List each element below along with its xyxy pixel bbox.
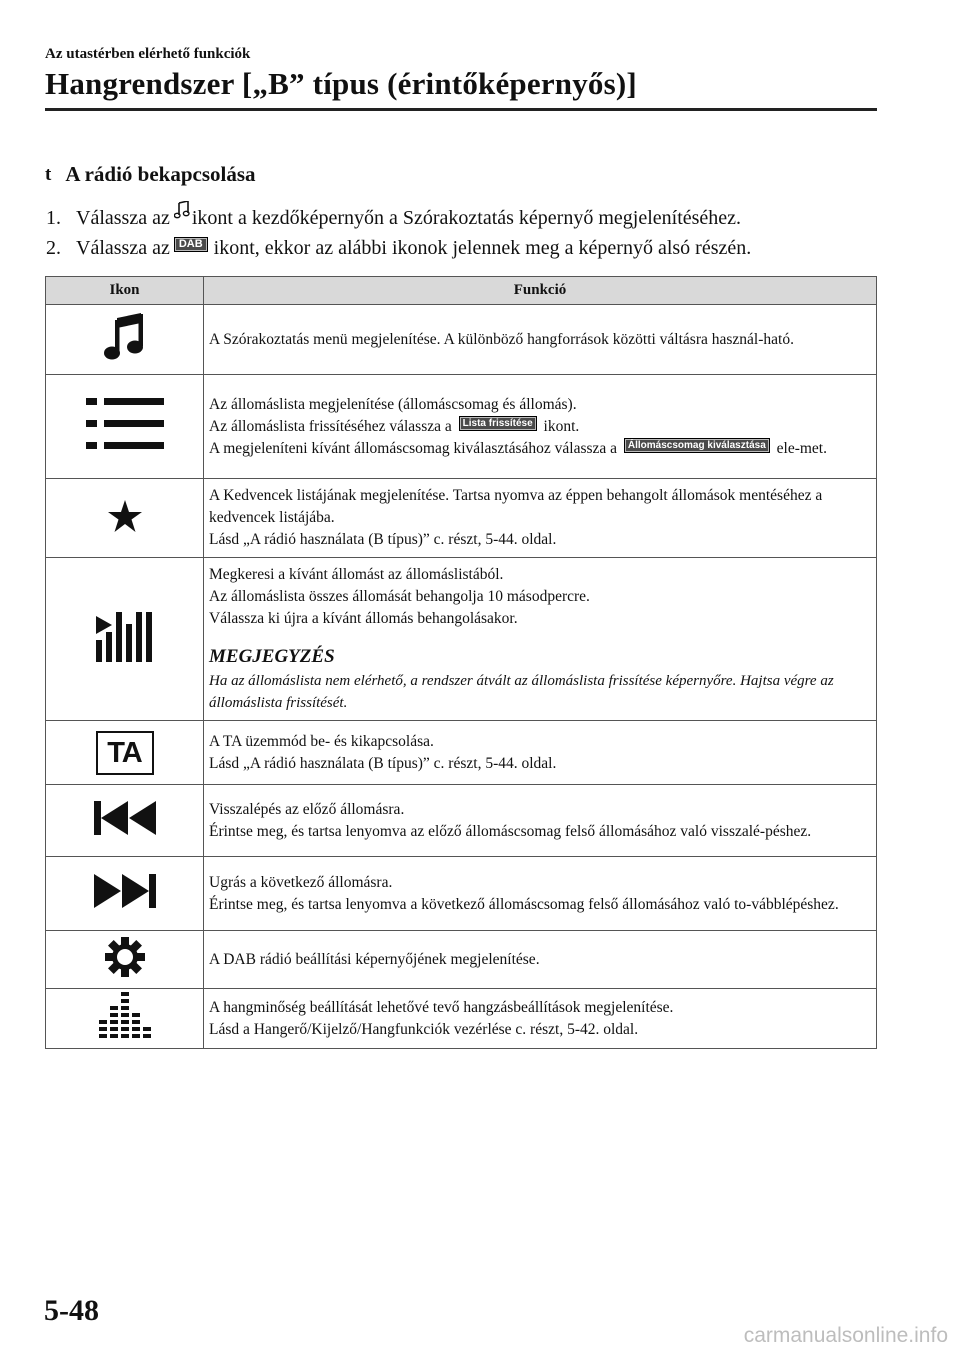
step-text-post: ikont a kezdőképernyőn a Szórakoztatás képernyő megjelenítéséhez.: [191, 207, 742, 229]
ta-icon: TA: [96, 731, 154, 775]
header-icon: Ikon: [46, 277, 204, 305]
function-cell: [204, 558, 877, 721]
step-text-pre: Válassza az: [76, 237, 170, 259]
table-row: [46, 305, 877, 375]
gear-icon: [105, 937, 145, 977]
music-note-icon: [103, 312, 147, 362]
note-text: Ha az állomáslista nem elérhető, a rendszer átvált az állomáslista frissítése képernyőre. Hajtsa végre az állomáslista frissítését.: [209, 673, 834, 711]
list-icon: [86, 398, 164, 450]
steps-list: [46, 203, 751, 263]
dab-button-chip: DAB: [174, 237, 208, 252]
function-text: A TA üzemmód be- és kikapcsolása.: [209, 732, 434, 750]
icon-cell: [46, 989, 204, 1049]
table-row: [46, 375, 877, 479]
table-row: [46, 479, 877, 558]
function-text: Lásd „A rádió használata (B típus)” c. részt, 5-44. oldal.: [209, 754, 557, 772]
ensemble-select-button-chip: Állomáscsomag kiválasztása: [624, 438, 770, 453]
function-text: Lásd „A rádió használata (B típus)” c. részt, 5-44. oldal.: [209, 531, 557, 548]
function-text: Visszalépés az előző állomásra.: [209, 800, 405, 818]
icon-cell: [46, 785, 204, 857]
step-text-post: ikont, ekkor az alábbi ikonok jelennek meg a képernyő alsó részén.: [213, 237, 752, 259]
subsection-title: A rádió bekapcsolása: [65, 162, 256, 186]
table-row: [46, 785, 877, 857]
function-text: Lásd a Hangerő/Kijelző/Hangfunkciók vezérlése c. részt, 5-42. oldal.: [209, 1020, 639, 1038]
function-cell: [204, 931, 877, 989]
icon-cell: [46, 375, 204, 479]
table-header-row: [46, 277, 877, 305]
text-fragment: A megjeleníteni kívánt állomáscsomag kiválasztásához válassza a: [209, 439, 618, 457]
icon-cell: [46, 558, 204, 721]
table-row: [46, 857, 877, 931]
step-number: 2.: [46, 237, 61, 259]
icon-function-table: [45, 276, 877, 1049]
table-row: [46, 989, 877, 1049]
step-number: 1.: [46, 207, 61, 229]
page-title: Hangrendszer [„B” típus (érintőképernyős)]: [45, 66, 637, 101]
function-cell: [204, 721, 877, 785]
table-row: [46, 721, 877, 785]
function-text: Megkeresi a kívánt állomást az állomáslistából.: [209, 566, 504, 583]
table-row: [46, 931, 877, 989]
step-1: [46, 203, 751, 233]
function-text: [209, 416, 868, 438]
table-row: [46, 558, 877, 721]
function-text: [209, 438, 868, 460]
function-cell: [204, 857, 877, 931]
previous-icon: [94, 801, 156, 835]
section-label: Az utastérben elérhető funkciók: [45, 46, 251, 62]
next-icon: [94, 874, 156, 908]
equalizer-icon: [98, 992, 152, 1040]
title-rule: [45, 108, 877, 111]
star-icon: [108, 500, 142, 532]
scan-icon: [93, 612, 157, 662]
icon-cell: [46, 931, 204, 989]
music-note-icon: [174, 198, 190, 228]
page-number: 5-48: [44, 1294, 99, 1327]
function-text: A hangminőség beállítását lehetővé tevő hangzásbeállítások megjelenítése.: [209, 998, 674, 1016]
function-cell: [204, 479, 877, 558]
function-text: Érintse meg, és tartsa lenyomva a következő állomáscsomag felső állomásához való to-vábblépéshez.: [209, 895, 839, 913]
watermark: carmanualsonline.info: [743, 1324, 948, 1347]
function-cell: [204, 989, 877, 1049]
icon-cell: [46, 305, 204, 375]
note-title: MEGJEGYZÉS: [209, 646, 335, 667]
function-text: Az állomáslista megjelenítése (állomáscsomag és állomás).: [209, 395, 577, 413]
function-cell: [204, 305, 877, 375]
header-function: Funkció: [204, 277, 877, 305]
text-fragment: Az állomáslista frissítéséhez válassza a: [209, 417, 452, 435]
function-text: A Kedvencek listájának megjelenítése. Tartsa nyomva az éppen behangolt állomások mentéséhez a kedvencek listájába.: [209, 487, 823, 526]
function-text: Érintse meg, és tartsa lenyomva az előző állomáscsomag felső állomásához való visszalé-péshez.: [209, 822, 812, 840]
refresh-list-button-chip: Lista frissítése: [459, 416, 537, 431]
function-text: A DAB rádió beállítási képernyőjének megjelenítése.: [209, 950, 540, 968]
function-text: Az állomáslista összes állomását behangolja 10 másodpercre.: [209, 588, 590, 605]
subsection-heading: [45, 162, 256, 187]
bullet-icon: t: [45, 163, 52, 185]
step-2: [46, 233, 751, 263]
function-text: Ugrás a következő állomásra.: [209, 873, 393, 891]
icon-cell: [46, 857, 204, 931]
icon-cell: [46, 721, 204, 785]
step-text-pre: Válassza az: [76, 207, 170, 229]
function-cell: [204, 375, 877, 479]
function-text: A Szórakoztatás menü megjelenítése. A különböző hangforrások közötti váltásra használ-ható.: [209, 330, 794, 348]
function-text: Válassza ki újra a kívánt állomás behangolásakor.: [209, 610, 518, 627]
function-cell: [204, 785, 877, 857]
text-fragment: ele-met.: [776, 439, 827, 457]
icon-cell: [46, 479, 204, 558]
text-fragment: ikont.: [543, 417, 580, 435]
